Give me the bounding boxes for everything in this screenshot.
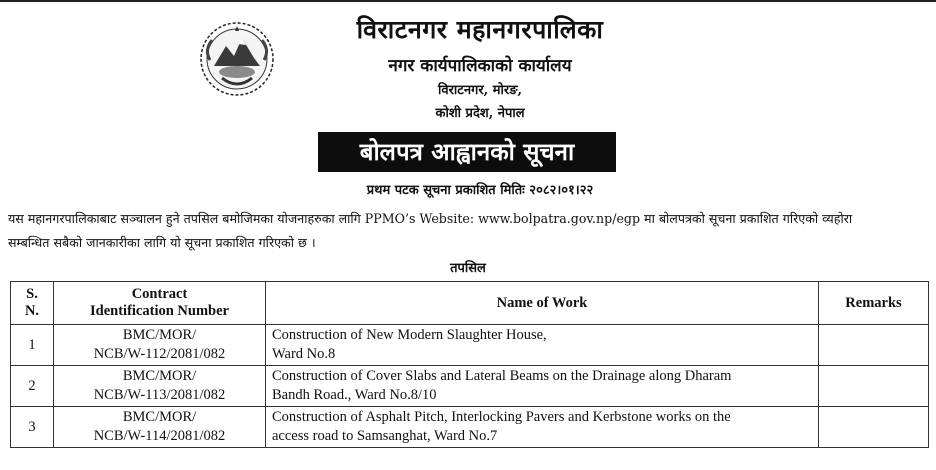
header-sn xyxy=(11,282,54,325)
table-row xyxy=(11,366,929,407)
contract-id-line-1: BMC/MOR/ xyxy=(122,327,197,343)
intro-paragraph xyxy=(8,207,928,255)
work-name-line-2: Bandh Road., Ward No.8/10 xyxy=(272,387,437,403)
header-name-of-work: Name of Work xyxy=(266,282,819,325)
contract-id-line-2: NCB/W-114/2081/082 xyxy=(93,428,226,444)
header-contract-id-line-1: Contract xyxy=(131,286,188,302)
cell-name-of-work xyxy=(266,325,819,366)
cell-remarks xyxy=(819,325,929,366)
works-table xyxy=(10,281,929,448)
cell-remarks xyxy=(819,366,929,407)
intro-line-1: यस महानगरपालिकाबाट सञ्चालन हुने तपसिल बमोजिमका योजनाहरुका लागि PPMO’s Website: www.bolpatra.gov.np/egp मा बोलपत्रको सूचना प्रकाशित गरिएको व्यहोरा xyxy=(8,211,853,226)
contract-id-line-2: NCB/W-112/2081/082 xyxy=(93,346,226,362)
cell-remarks xyxy=(819,407,929,448)
office-name: नगर कार्यपालिकाको कार्यालय xyxy=(388,56,572,76)
contract-id-line-2: NCB/W-113/2081/082 xyxy=(93,387,226,403)
header-remarks: Remarks xyxy=(819,282,929,325)
publish-date: प्रथम पटक सूचना प्रकाशित मितिः २०८२।०१।२२ xyxy=(366,183,594,198)
municipality-name: विराटनगर महानगरपालिका xyxy=(356,15,604,44)
contract-id-line-1: BMC/MOR/ xyxy=(122,368,197,384)
table-header-row xyxy=(11,282,929,325)
cell-name-of-work xyxy=(266,407,819,448)
cell-contract-id xyxy=(54,407,266,448)
work-name-line-1: Construction of Asphalt Pitch, Interlocking Pavers and Kerbstone works on the xyxy=(272,409,731,425)
details-heading: तपसिल xyxy=(450,261,486,276)
cell-contract-id xyxy=(54,325,266,366)
intro-line-2: सम्बन्धित सबैको जानकारीका लागि यो सूचना प्रकाशित गरिएको छ । xyxy=(8,235,316,250)
address-city: विराटनगर, मोरङ, xyxy=(438,83,522,98)
cell-sn: 3 xyxy=(11,407,54,448)
work-name-line-1: Construction of Cover Slabs and Lateral Beams on the Drainage along Dharam xyxy=(272,368,732,384)
cell-name-of-work xyxy=(266,366,819,407)
cell-sn: 2 xyxy=(11,366,54,407)
work-name-line-2: Ward No.8 xyxy=(272,346,336,362)
header-contract-id xyxy=(54,282,266,325)
notice-title-banner: बोलपत्र आह्वानको सूचना xyxy=(318,132,616,172)
top-border xyxy=(0,0,936,2)
work-name-line-1: Construction of New Modern Slaughter House, xyxy=(272,327,547,343)
work-name-line-2: access road to Samsanghat, Ward No.7 xyxy=(272,428,498,444)
cell-sn: 1 xyxy=(11,325,54,366)
address-province: कोशी प्रदेश, नेपाल xyxy=(435,106,525,121)
header-sn-line-2: N. xyxy=(24,303,40,319)
table-row xyxy=(11,325,929,366)
cell-contract-id xyxy=(54,366,266,407)
contract-id-line-1: BMC/MOR/ xyxy=(122,409,197,425)
header-contract-id-line-2: Identification Number xyxy=(90,303,229,319)
table-row xyxy=(11,407,929,448)
header-sn-line-1: S. xyxy=(26,286,38,302)
